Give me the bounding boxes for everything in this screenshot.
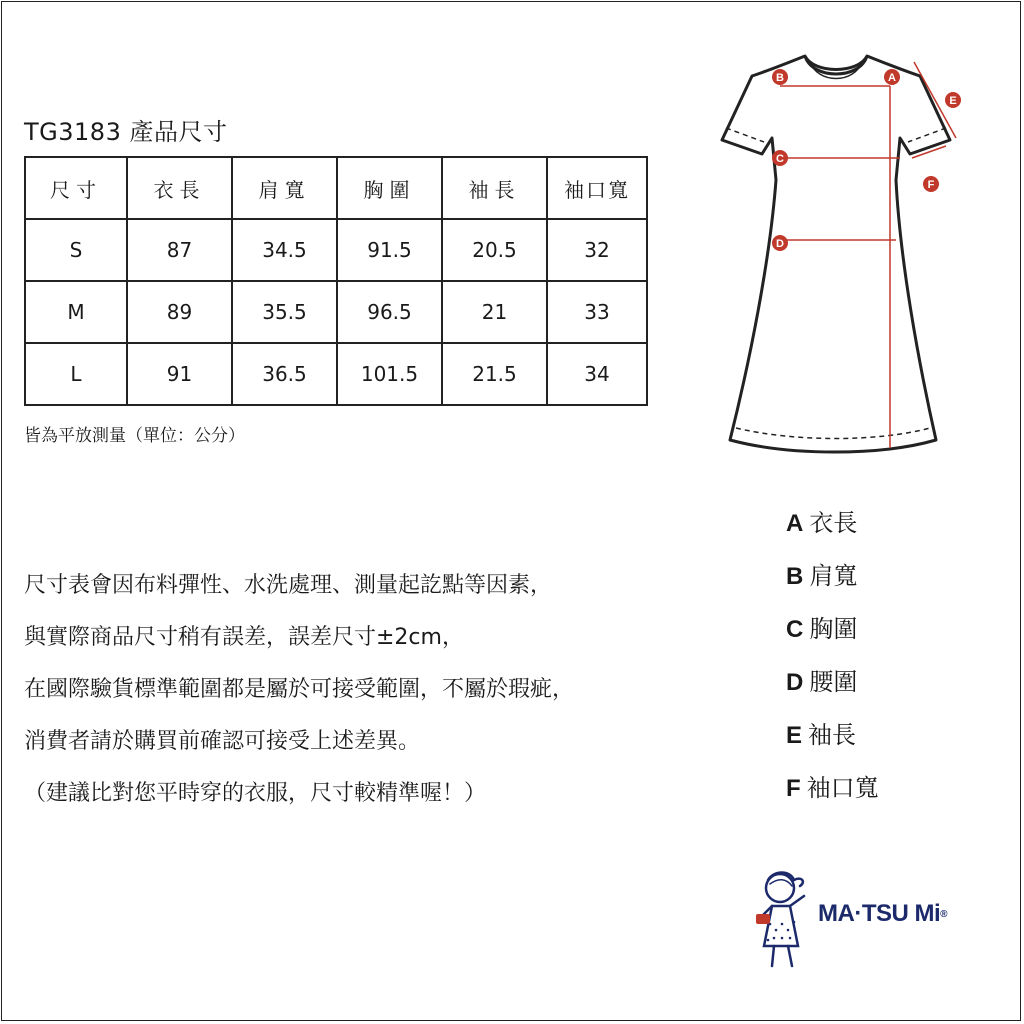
table-cell: M [25, 281, 127, 343]
svg-text:B: B [776, 72, 784, 84]
brand-logo [818, 900, 947, 928]
table-cell: 21 [442, 281, 547, 343]
legend-item [786, 497, 879, 550]
table-cell: 33 [547, 281, 647, 343]
table-header-row [25, 157, 647, 219]
legend-label: 肩寬 [809, 562, 858, 590]
table-row [25, 281, 647, 343]
table-cell: 87 [127, 219, 232, 281]
table-cell: 89 [127, 281, 232, 343]
marker-e [945, 92, 961, 108]
table-cell: 32 [547, 219, 647, 281]
svg-text:F: F [927, 179, 935, 191]
header-cell: 袖長 [442, 157, 547, 219]
logo-girl-icon [750, 866, 816, 976]
header-cell: 尺寸 [25, 157, 127, 219]
table-cell: 20.5 [442, 219, 547, 281]
disclaimer-line: 與實際商品尺寸稍有誤差，誤差尺寸±2cm， [24, 625, 464, 650]
disclaimer-line: 消費者請於購買前確認可接受上述差異。 [24, 729, 421, 754]
legend-label: 腰圍 [809, 668, 858, 696]
legend-key: F [786, 775, 801, 802]
header-cell: 胸圍 [337, 157, 442, 219]
table-cell: 36.5 [232, 343, 337, 405]
header-cell: 肩寬 [232, 157, 337, 219]
header-cell: 袖口寬 [547, 157, 647, 219]
dress-stitching [726, 128, 946, 439]
dress-outline [722, 56, 950, 452]
legend-item [786, 709, 879, 762]
table-cell: 91.5 [337, 219, 442, 281]
legend-label: 衣長 [809, 509, 858, 537]
table-cell: L [25, 343, 127, 405]
table-row [25, 343, 647, 405]
table-cell: 34.5 [232, 219, 337, 281]
measurement-note: 皆為平放測量（單位：公分） [24, 426, 245, 446]
svg-text:A: A [888, 72, 896, 84]
marker-a [884, 69, 900, 85]
legend-item [786, 656, 879, 709]
brand-name: MA·TSU Mi [818, 900, 941, 927]
table-row [25, 219, 647, 281]
legend-key: D [786, 669, 804, 696]
legend-key: E [786, 722, 803, 749]
legend-label: 袖口寬 [806, 774, 879, 802]
table-cell: S [25, 219, 127, 281]
marker-b [772, 69, 788, 85]
registered-mark: ® [940, 909, 948, 921]
marker-d [772, 235, 788, 251]
svg-text:C: C [776, 153, 784, 165]
legend-item [786, 762, 879, 815]
svg-text:D: D [776, 238, 784, 250]
table-cell: 96.5 [337, 281, 442, 343]
svg-text:E: E [949, 95, 957, 107]
header-cell: 衣長 [127, 157, 232, 219]
legend-label: 胸圍 [809, 615, 858, 643]
disclaimer-line: 尺寸表會因布料彈性、水洗處理、測量起訖點等因素， [24, 573, 553, 598]
measurement-legend [786, 497, 879, 815]
marker-c [772, 150, 788, 166]
table-cell: 35.5 [232, 281, 337, 343]
legend-key: A [786, 510, 804, 537]
size-table [24, 156, 648, 406]
legend-item [786, 550, 879, 603]
page-title: TG3183 產品尺寸 [24, 118, 228, 146]
legend-key: B [786, 563, 804, 590]
table-cell: 101.5 [337, 343, 442, 405]
dress-diagram [700, 40, 980, 460]
measurement-lines [774, 62, 956, 448]
table-cell: 21.5 [442, 343, 547, 405]
disclaimer-line: （建議比對您平時穿的衣服，尺寸較精準喔！） [24, 781, 487, 806]
table-cell: 34 [547, 343, 647, 405]
table-cell: 91 [127, 343, 232, 405]
marker-f [923, 176, 939, 192]
disclaimer-paragraph [24, 560, 574, 820]
disclaimer-line: 在國際驗貨標準範圍都是屬於可接受範圍，不屬於瑕疵， [24, 677, 575, 702]
legend-key: C [786, 616, 804, 643]
legend-label: 袖長 [808, 721, 857, 749]
legend-item [786, 603, 879, 656]
